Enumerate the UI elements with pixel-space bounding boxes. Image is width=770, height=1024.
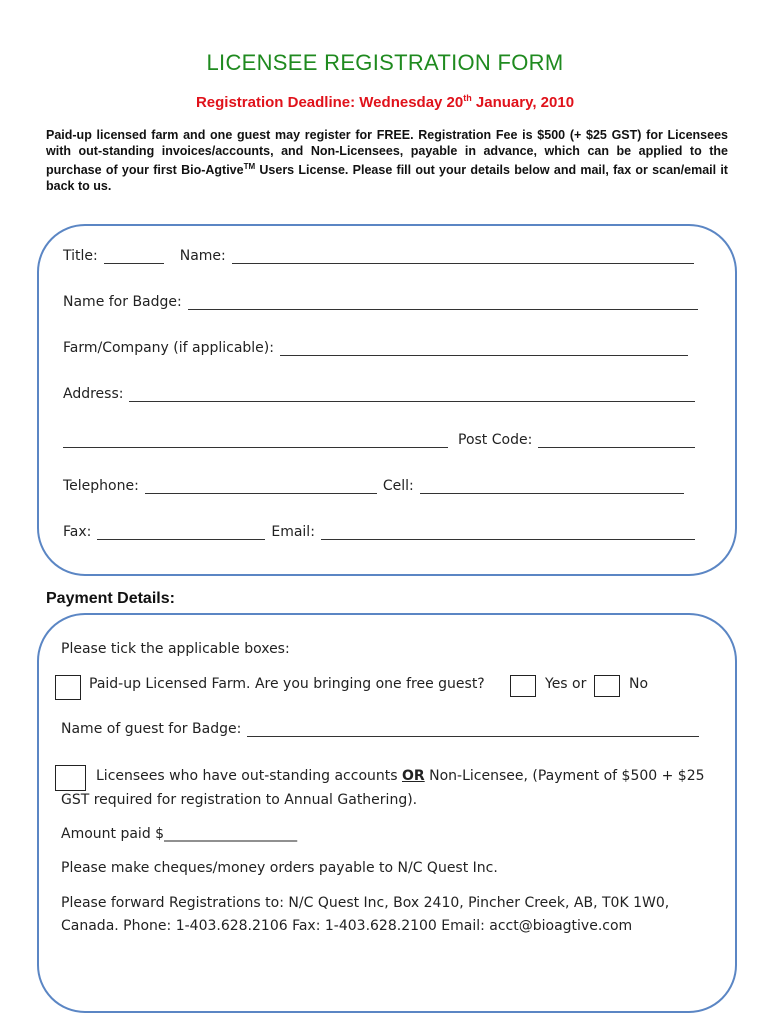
paidup-checkbox[interactable] xyxy=(55,675,81,700)
telephone-label: Telephone: xyxy=(63,478,139,494)
cheques-payable-text: Please make cheques/money orders payable to N/C Quest Inc. xyxy=(61,860,498,876)
cell-label: Cell: xyxy=(382,478,414,494)
trademark-superscript: TM xyxy=(243,162,256,171)
fax-email-row xyxy=(63,524,695,540)
forward-line2: Canada. Phone: 1-403.628.2106 Fax: 1-403.628.2100 Email: acct@bioagtive.com xyxy=(61,918,633,934)
title-label: Title: xyxy=(63,248,98,264)
address-label: Address: xyxy=(63,386,124,402)
tick-instruction: Please tick the applicable boxes: xyxy=(61,641,290,657)
licensees-post: Non-Licensee, (Payment of $500 + $25 xyxy=(424,768,705,784)
guest-badge-label: Name of guest for Badge: xyxy=(61,721,242,737)
phone-row xyxy=(63,478,684,494)
fax-field[interactable] xyxy=(97,525,265,540)
telephone-field[interactable] xyxy=(145,479,377,494)
address2-row xyxy=(63,432,695,448)
deadline-suffix: January, 2010 xyxy=(471,94,575,111)
guest-badge-field[interactable] xyxy=(247,722,699,737)
farm-label: Farm/Company (if applicable): xyxy=(63,340,274,356)
name-label: Name: xyxy=(179,248,226,264)
name-field[interactable] xyxy=(232,249,694,264)
fax-label: Fax: xyxy=(63,524,92,540)
farm-row xyxy=(63,340,688,356)
postcode-label: Post Code: xyxy=(458,432,533,448)
deadline-superscript: th xyxy=(463,93,472,103)
intro-paragraph xyxy=(46,127,728,194)
licensees-pre: Licensees who have out-standing accounts xyxy=(96,768,402,784)
yes-checkbox[interactable] xyxy=(510,675,536,697)
email-label: Email: xyxy=(271,524,315,540)
title-field[interactable] xyxy=(104,249,164,264)
address-field[interactable] xyxy=(129,387,695,402)
badge-label: Name for Badge: xyxy=(63,294,182,310)
paidup-label: Paid-up Licensed Farm. Are you bringing one free guest? xyxy=(89,676,485,692)
cell-field[interactable] xyxy=(420,479,684,494)
badge-row xyxy=(63,294,698,310)
registration-deadline xyxy=(0,93,770,111)
licensees-text xyxy=(96,768,705,784)
postcode-field[interactable] xyxy=(538,433,695,448)
address-line2-field[interactable] xyxy=(63,433,448,448)
licensees-or: OR xyxy=(402,768,425,784)
badge-field[interactable] xyxy=(188,295,698,310)
forward-line1: Please forward Registrations to: N/C Quest Inc, Box 2410, Pincher Creek, AB, T0K 1W0, xyxy=(61,895,670,911)
intro-part1: Paid-up licensed farm and one guest may register for FREE. Registration Fee is $500 (+ $25 GST) for Licensees with out-standing invoices/accounts, and Non-Licensees, payable in advance, which can be applied to the purchase of your first Bio-Agtive xyxy=(46,128,728,178)
email-field[interactable] xyxy=(321,525,695,540)
yes-label: Yes or xyxy=(545,676,587,692)
address-row xyxy=(63,386,695,402)
title-row xyxy=(63,248,694,264)
guest-badge-row xyxy=(61,721,699,737)
deadline-prefix: Registration Deadline: Wednesday 20 xyxy=(195,94,464,111)
no-label: No xyxy=(629,676,649,692)
payment-panel xyxy=(37,613,737,1013)
licensees-line2: GST required for registration to Annual Gathering). xyxy=(61,792,418,808)
amount-paid[interactable]: Amount paid $___________________ xyxy=(61,826,298,842)
no-checkbox[interactable] xyxy=(594,675,620,697)
intro-part2: Users License. Please fill out your details below and mail, fax or scan/email it back to us. xyxy=(46,163,728,194)
licensees-checkbox[interactable] xyxy=(55,765,86,791)
farm-field[interactable] xyxy=(280,341,688,356)
payment-heading: Payment Details: xyxy=(46,590,175,607)
form-title: LICENSEE REGISTRATION FORM xyxy=(206,50,564,75)
